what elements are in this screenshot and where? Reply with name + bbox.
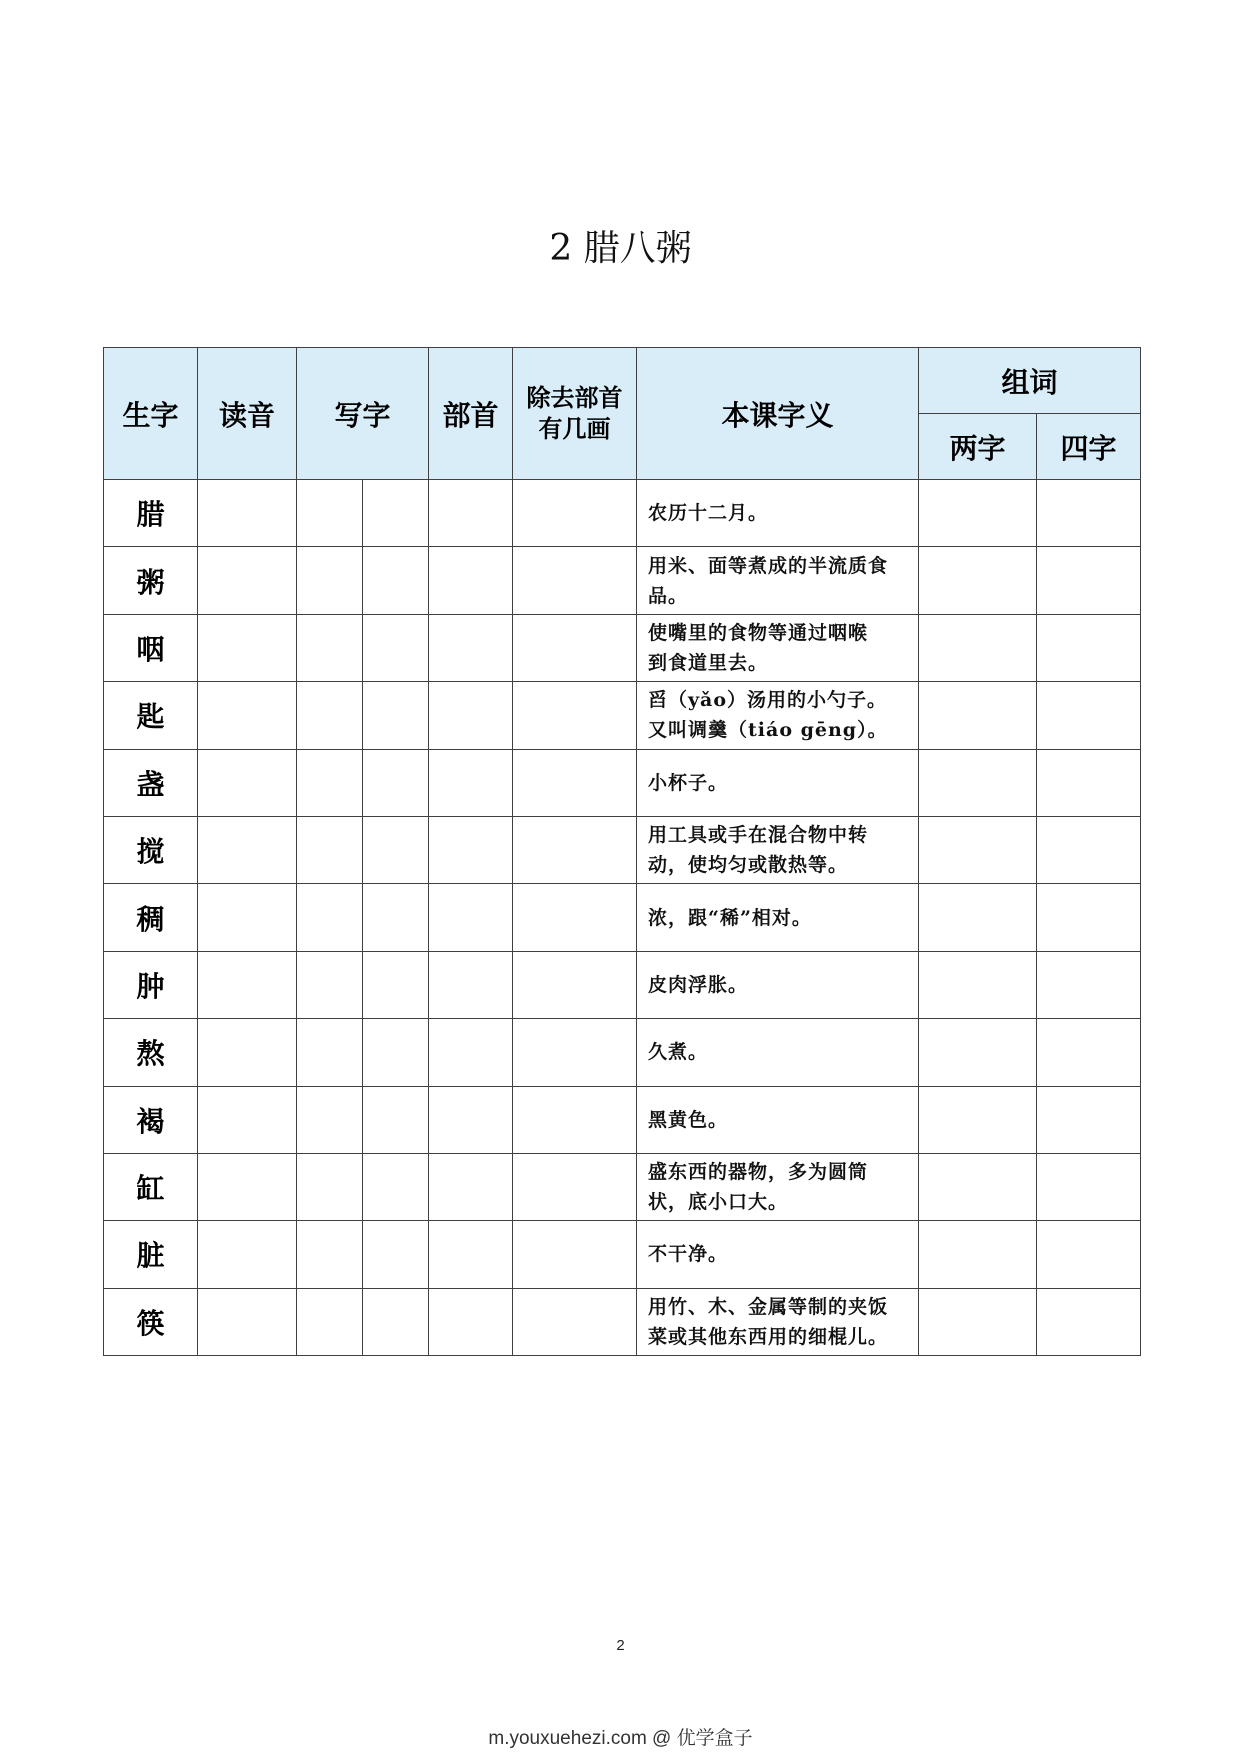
header-word-building: 组词 [919, 348, 1141, 414]
meaning-line: 浓，跟“稀”相对。 [648, 906, 812, 929]
meaning-line: 又叫调羹（tiáo gēng）。 [648, 719, 888, 742]
two-char-word-cell [919, 1019, 1037, 1086]
character-cell: 粥 [104, 547, 198, 614]
meaning-cell [637, 682, 919, 749]
writing-cell-left [297, 1086, 363, 1153]
pinyin-cell [198, 884, 297, 951]
table-header [104, 348, 1141, 480]
character-cell: 稠 [104, 884, 198, 951]
header-character: 生字 [104, 348, 198, 480]
meaning-cell [637, 547, 919, 614]
pinyin-cell [198, 1153, 297, 1220]
radical-cell [429, 682, 513, 749]
writing-cell-left [297, 884, 363, 951]
writing-cell-left [297, 1221, 363, 1288]
writing-cell-right [363, 1288, 429, 1355]
writing-cell-left [297, 682, 363, 749]
two-char-word-cell [919, 614, 1037, 681]
pinyin-cell [198, 951, 297, 1018]
radical-cell [429, 1086, 513, 1153]
two-char-word-cell [919, 1221, 1037, 1288]
meaning-line: 用工具或手在混合物中转 [648, 824, 869, 847]
stroke-count-cell [513, 951, 637, 1018]
meaning-line: 到食道里去。 [648, 651, 769, 674]
radical-cell [429, 1288, 513, 1355]
stroke-count-cell [513, 1288, 637, 1355]
meaning-cell [637, 749, 919, 816]
writing-cell-right [363, 816, 429, 883]
character-cell: 搅 [104, 816, 198, 883]
four-char-word-cell [1037, 1153, 1141, 1220]
meaning-line: 用竹、木、金属等制的夹饭 [648, 1295, 889, 1318]
stroke-count-cell [513, 816, 637, 883]
table-row [104, 1086, 1141, 1153]
table-body [104, 480, 1141, 1356]
meaning-line: 动，使均匀或散热等。 [648, 854, 849, 877]
character-cell: 匙 [104, 682, 198, 749]
meaning-line: 皮肉浮胀。 [648, 973, 749, 996]
radical-cell [429, 749, 513, 816]
header-writing: 写字 [297, 348, 429, 480]
four-char-word-cell [1037, 1019, 1141, 1086]
writing-cell-right [363, 547, 429, 614]
four-char-word-cell [1037, 1086, 1141, 1153]
writing-cell-left [297, 1019, 363, 1086]
meaning-line: 小杯子。 [648, 771, 729, 794]
radical-cell [429, 1221, 513, 1288]
header-radical: 部首 [429, 348, 513, 480]
meaning-cell [637, 1288, 919, 1355]
writing-cell-right [363, 1221, 429, 1288]
two-char-word-cell [919, 816, 1037, 883]
radical-cell [429, 614, 513, 681]
character-cell: 腊 [104, 480, 198, 547]
writing-cell-right [363, 951, 429, 1018]
writing-cell-right [363, 749, 429, 816]
meaning-cell [637, 1019, 919, 1086]
writing-cell-left [297, 816, 363, 883]
four-char-word-cell [1037, 614, 1141, 681]
radical-cell [429, 1019, 513, 1086]
pinyin-cell [198, 1288, 297, 1355]
character-cell: 盏 [104, 749, 198, 816]
meaning-cell [637, 884, 919, 951]
four-char-word-cell [1037, 682, 1141, 749]
meaning-cell [637, 480, 919, 547]
writing-cell-right [363, 614, 429, 681]
writing-cell-left [297, 614, 363, 681]
two-char-word-cell [919, 1086, 1037, 1153]
writing-cell-left [297, 749, 363, 816]
meaning-line: 使嘴里的食物等通过咽喉 [648, 621, 869, 644]
table-row [104, 480, 1141, 547]
stroke-count-cell [513, 884, 637, 951]
writing-cell-right [363, 1153, 429, 1220]
meaning-line: 品。 [648, 584, 689, 607]
lesson-title: 2 腊八粥 [549, 228, 692, 269]
character-cell: 熬 [104, 1019, 198, 1086]
header-row-top [104, 348, 1141, 414]
footer-watermark: m.youxuehezi.com @ 优学盒子 [488, 1728, 753, 1749]
meaning-line: 盛东西的器物，多为圆筒 [648, 1161, 869, 1184]
two-char-word-cell [919, 682, 1037, 749]
two-char-word-cell [919, 547, 1037, 614]
pinyin-cell [198, 480, 297, 547]
table-row [104, 1221, 1141, 1288]
vocabulary-table [103, 347, 1141, 1356]
writing-cell-left [297, 480, 363, 547]
stroke-count-cell [513, 1221, 637, 1288]
two-char-word-cell [919, 749, 1037, 816]
meaning-line: 农历十二月。 [648, 502, 769, 525]
radical-cell [429, 951, 513, 1018]
radical-cell [429, 547, 513, 614]
meaning-cell [637, 1221, 919, 1288]
meaning-cell [637, 1086, 919, 1153]
four-char-word-cell [1037, 749, 1141, 816]
meaning-line: 不干净。 [648, 1243, 729, 1266]
table-row [104, 749, 1141, 816]
stroke-count-cell [513, 1019, 637, 1086]
meaning-line: 状，底小口大。 [648, 1191, 789, 1214]
pinyin-cell [198, 816, 297, 883]
stroke-count-cell [513, 1153, 637, 1220]
stroke-count-cell [513, 749, 637, 816]
header-stroke-count-line: 有几画 [538, 414, 611, 443]
writing-cell-right [363, 480, 429, 547]
meaning-line: 菜或其他东西用的细棍儿。 [648, 1325, 889, 1348]
character-cell: 咽 [104, 614, 198, 681]
writing-cell-right [363, 682, 429, 749]
character-cell: 肿 [104, 951, 198, 1018]
four-char-word-cell [1037, 1288, 1141, 1355]
four-char-word-cell [1037, 884, 1141, 951]
table-row [104, 547, 1141, 614]
table-row [104, 614, 1141, 681]
four-char-word-cell [1037, 1221, 1141, 1288]
two-char-word-cell [919, 884, 1037, 951]
character-cell: 缸 [104, 1153, 198, 1220]
stroke-count-cell [513, 480, 637, 547]
table-row [104, 1019, 1141, 1086]
radical-cell [429, 480, 513, 547]
two-char-word-cell [919, 1153, 1037, 1220]
four-char-word-cell [1037, 547, 1141, 614]
radical-cell [429, 884, 513, 951]
header-meaning: 本课字义 [637, 348, 919, 480]
stroke-count-cell [513, 1086, 637, 1153]
radical-cell [429, 816, 513, 883]
meaning-line: 黑黄色。 [648, 1108, 729, 1131]
two-char-word-cell [919, 951, 1037, 1018]
four-char-word-cell [1037, 816, 1141, 883]
pinyin-cell [198, 1221, 297, 1288]
writing-cell-left [297, 1288, 363, 1355]
stroke-count-cell [513, 547, 637, 614]
pinyin-cell [198, 1086, 297, 1153]
table-row [104, 884, 1141, 951]
header-two-char-words: 两字 [919, 414, 1037, 480]
page-number: 2 [616, 1637, 625, 1654]
pinyin-cell [198, 1019, 297, 1086]
header-pinyin: 读音 [198, 348, 297, 480]
table-row [104, 1288, 1141, 1355]
stroke-count-cell [513, 614, 637, 681]
character-cell: 脏 [104, 1221, 198, 1288]
table-row [104, 1153, 1141, 1220]
pinyin-cell [198, 614, 297, 681]
header-stroke-count [513, 348, 637, 480]
stroke-count-cell [513, 682, 637, 749]
writing-cell-left [297, 1153, 363, 1220]
radical-cell [429, 1153, 513, 1220]
pinyin-cell [198, 682, 297, 749]
meaning-cell [637, 1153, 919, 1220]
writing-cell-left [297, 951, 363, 1018]
header-four-char-words: 四字 [1037, 414, 1141, 480]
writing-cell-right [363, 1019, 429, 1086]
meaning-cell [637, 816, 919, 883]
character-cell: 褐 [104, 1086, 198, 1153]
writing-cell-right [363, 1086, 429, 1153]
four-char-word-cell [1037, 951, 1141, 1018]
meaning-cell [637, 614, 919, 681]
pinyin-cell [198, 547, 297, 614]
two-char-word-cell [919, 1288, 1037, 1355]
character-cell: 筷 [104, 1288, 198, 1355]
writing-cell-right [363, 884, 429, 951]
meaning-line: 久煮。 [648, 1041, 709, 1064]
writing-cell-left [297, 547, 363, 614]
table-row [104, 816, 1141, 883]
table-row [104, 951, 1141, 1018]
meaning-line: 用米、面等煮成的半流质食 [648, 554, 889, 577]
pinyin-cell [198, 749, 297, 816]
meaning-line: 舀（yǎo）汤用的小勺子。 [648, 689, 888, 712]
meaning-cell [637, 951, 919, 1018]
four-char-word-cell [1037, 480, 1141, 547]
header-stroke-count-line: 除去部首 [526, 383, 623, 412]
table-row [104, 682, 1141, 749]
two-char-word-cell [919, 480, 1037, 547]
